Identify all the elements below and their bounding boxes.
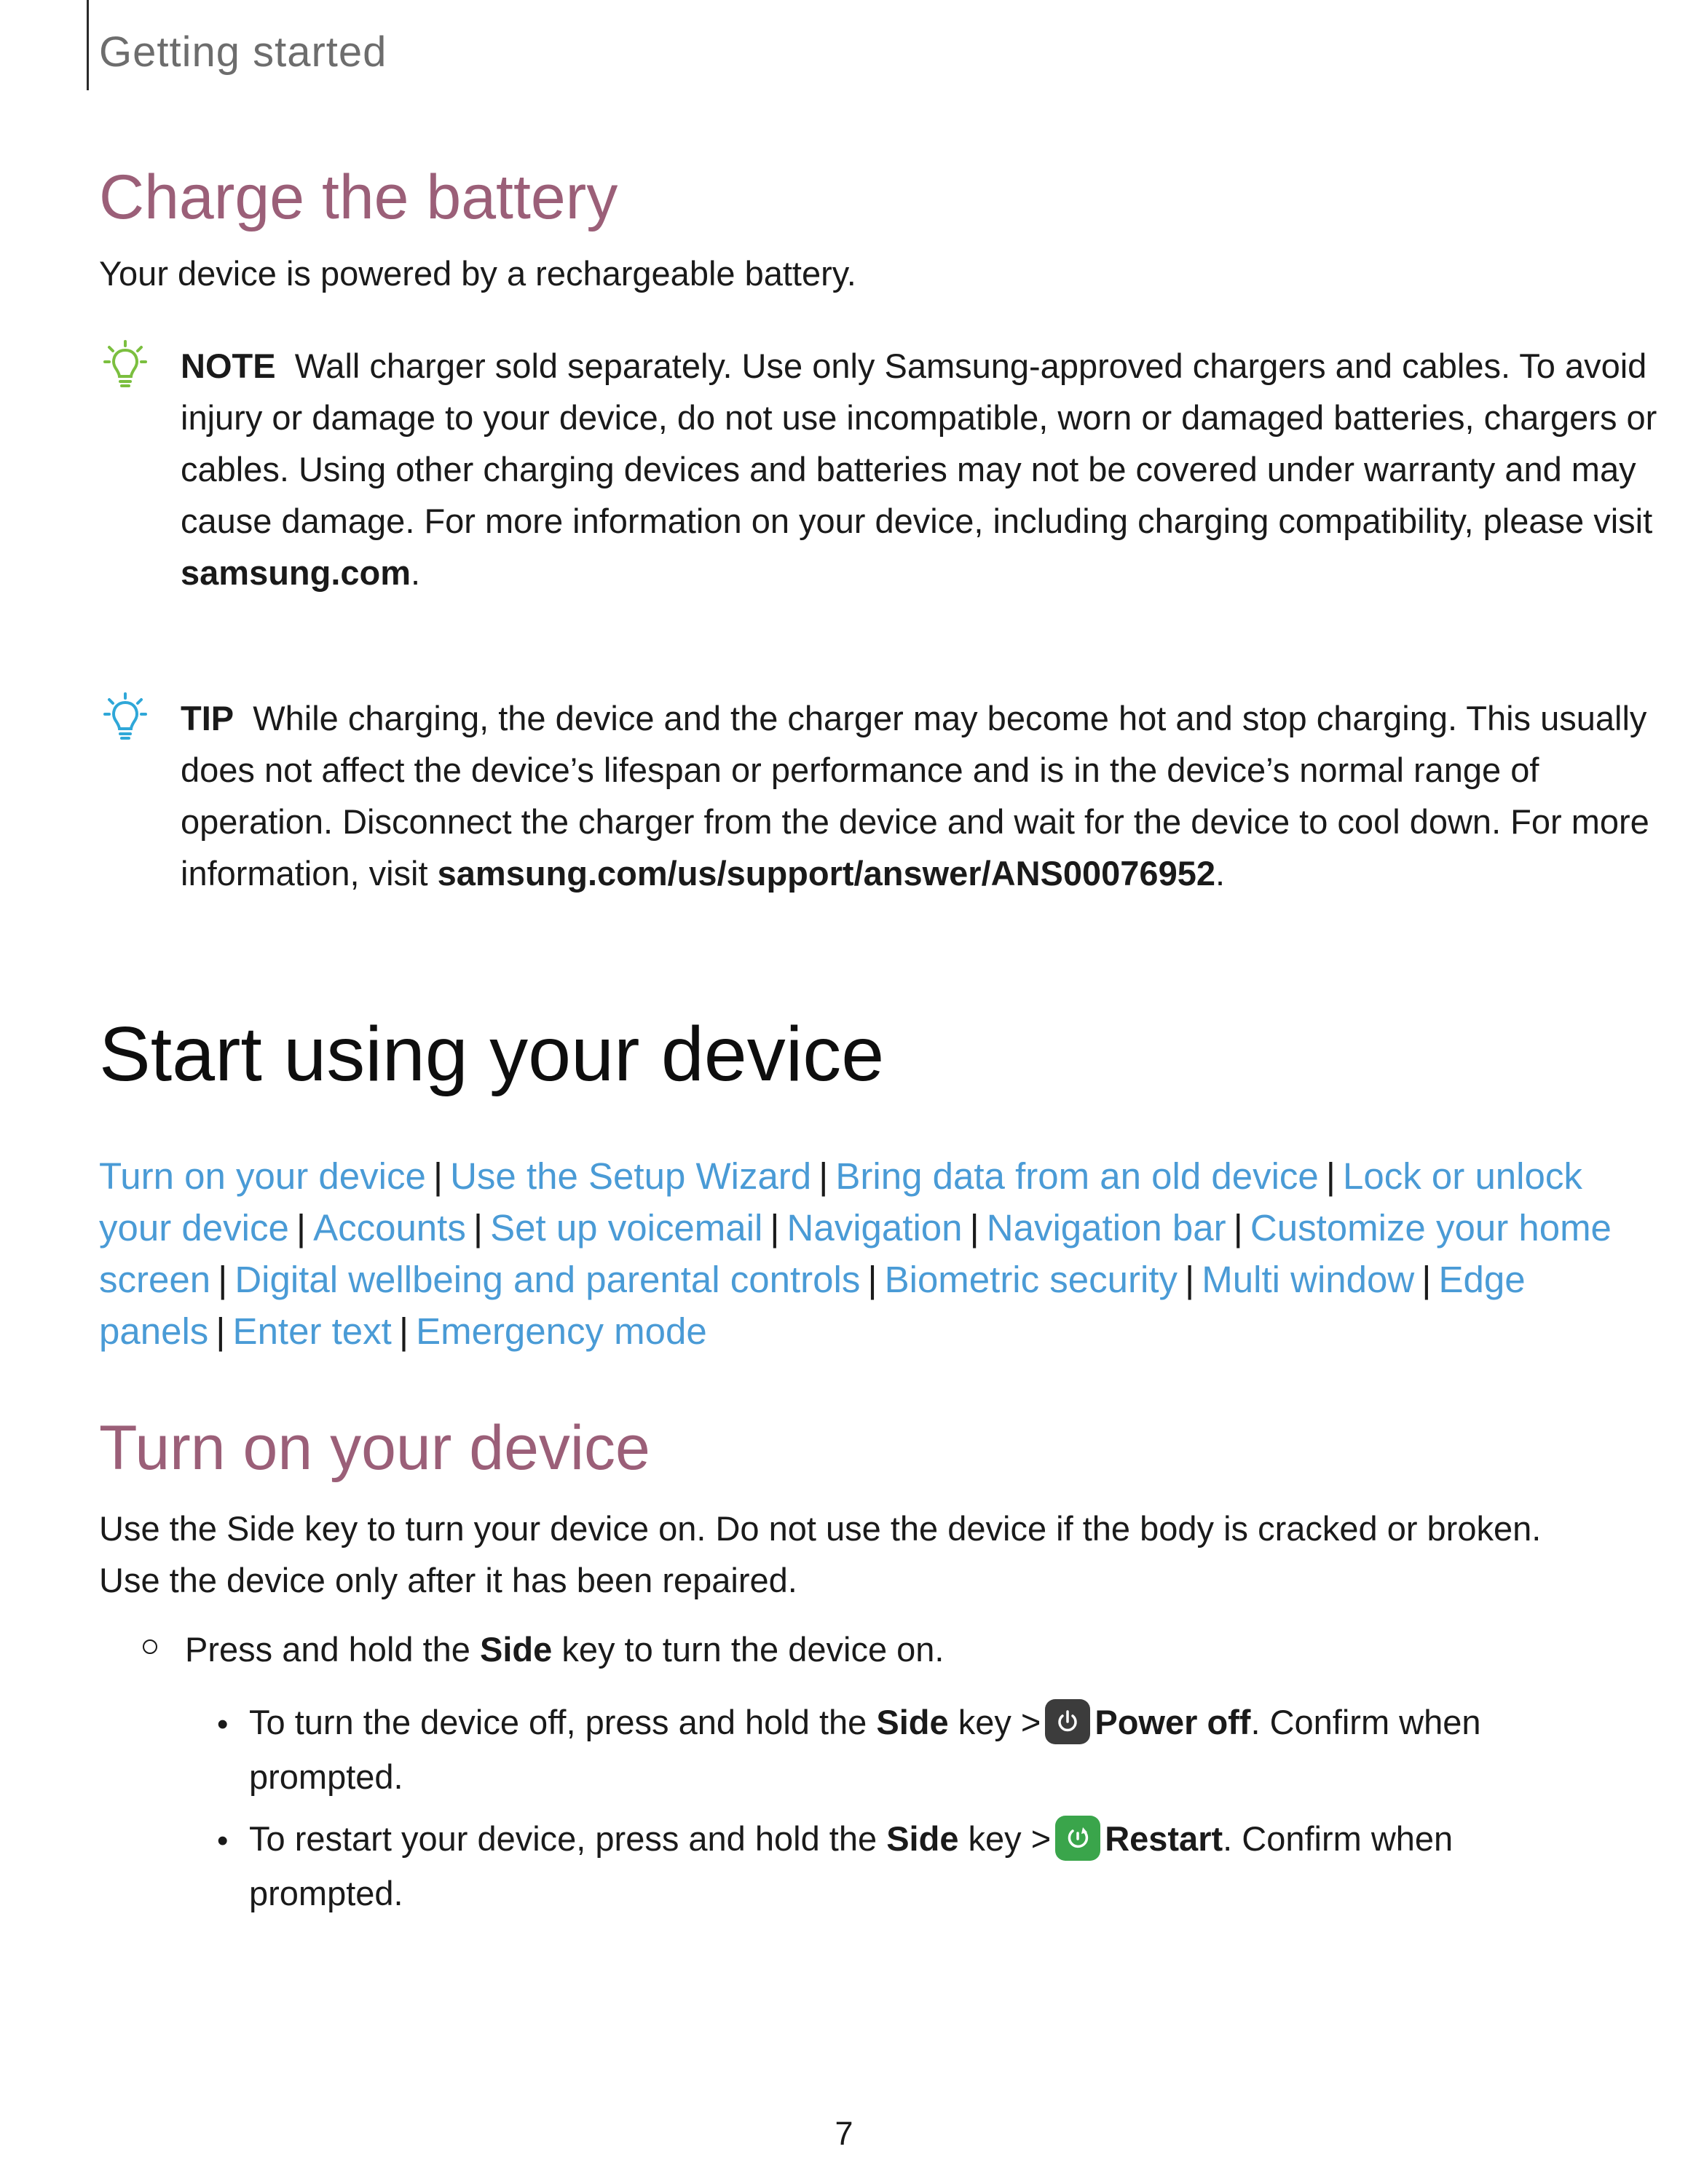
charge-heading: Charge the battery [99,162,618,232]
topic-link[interactable]: Turn on your device [99,1155,426,1197]
restart-label: Restart [1105,1819,1223,1858]
tip-text [181,692,1688,899]
circle-bullet [143,1639,157,1654]
lightbulb-icon [99,340,151,392]
topic-link[interactable]: Navigation [786,1207,963,1249]
note-link[interactable]: samsung.com [181,553,411,592]
topic-link[interactable]: Multi window [1202,1259,1415,1300]
topic-link[interactable]: Navigation bar [986,1207,1226,1249]
topic-link[interactable]: Enter text [232,1310,392,1352]
tip-end: . [1215,854,1226,893]
link-separator: | [867,1259,877,1300]
sub-bullet: • [217,1823,229,1859]
link-separator: | [473,1207,484,1249]
link-separator: | [1185,1259,1195,1300]
topic-link[interactable]: Use the Setup Wizard [450,1155,812,1197]
step-power-on: Press and hold the Side key to turn the device on. [185,1630,944,1669]
link-separator: | [969,1207,979,1249]
power-off-label: Power off [1095,1703,1251,1741]
link-separator: | [296,1207,307,1249]
tip-link[interactable]: samsung.com/us/support/answer/ANS00076952 [437,854,1215,893]
charge-intro: Your device is powered by a rechargeable battery. [99,254,856,293]
link-separator: | [770,1207,780,1249]
restart-icon [1055,1816,1100,1861]
header-rule [87,0,89,90]
note-body: Wall charger sold separately. Use only Samsung-approved chargers and cables. To avoid injury or damage to your device, do not use incompatible, worn or damaged batteries, chargers or cables. Using other charging devices and batteries may not be covered under warranty and may cause damage. For more information on your device, including charging compatibility, please visit [181,347,1657,540]
topic-link[interactable]: Set up voicemail [490,1207,763,1249]
link-separator: | [218,1259,228,1300]
topic-link[interactable]: Customize your home screen [99,1207,1612,1300]
tip-body: While charging, the device and the charger may become hot and stop charging. This usually does not affect the device’s lifespan or performance and is in the device’s normal range of operation. Disconnect the charger from the device and wait for the device to cool down. For more information, visit [181,699,1649,893]
topic-links [99,1150,1614,1357]
step-restart: To restart your device, press and hold the Side key > Restart. Confirm when prompted. [249,1811,1574,1920]
topic-link[interactable]: Edge panels [99,1259,1526,1352]
power-icon [1045,1699,1090,1744]
link-separator: | [433,1155,443,1197]
turn-on-heading: Turn on your device [99,1413,650,1483]
topic-link[interactable]: Accounts [313,1207,466,1249]
link-separator: | [819,1155,829,1197]
link-separator: | [398,1310,409,1352]
sub-bullet: • [217,1706,229,1742]
topic-link[interactable]: Emergency mode [416,1310,707,1352]
note-label: NOTE [181,347,276,385]
lightbulb-icon [99,692,151,745]
topic-link[interactable]: Biometric security [884,1259,1178,1300]
step-power-off: To turn the device off, press and hold the Side key > Power off. Confirm when prompted. [249,1695,1574,1804]
link-separator: | [1233,1207,1243,1249]
note-end: . [411,553,421,592]
topic-link[interactable]: Bring data from an old device [835,1155,1319,1197]
link-separator: | [1421,1259,1432,1300]
turn-on-intro: Use the Side key to turn your device on. Do not use the device if the body is cracked or broken. Use the device only after it has been repaired. [99,1509,1542,1599]
section-label: Getting started [99,28,387,76]
page-number: 7 [835,2115,853,2152]
link-separator: | [216,1310,226,1352]
start-heading: Start using your device [99,1011,885,1097]
tip-label: TIP [181,699,234,737]
link-separator: | [1325,1155,1336,1197]
note-text [181,340,1688,598]
topic-link[interactable]: Digital wellbeing and parental controls [234,1259,861,1300]
topic-link[interactable]: Lock or unlock your device [99,1155,1582,1249]
